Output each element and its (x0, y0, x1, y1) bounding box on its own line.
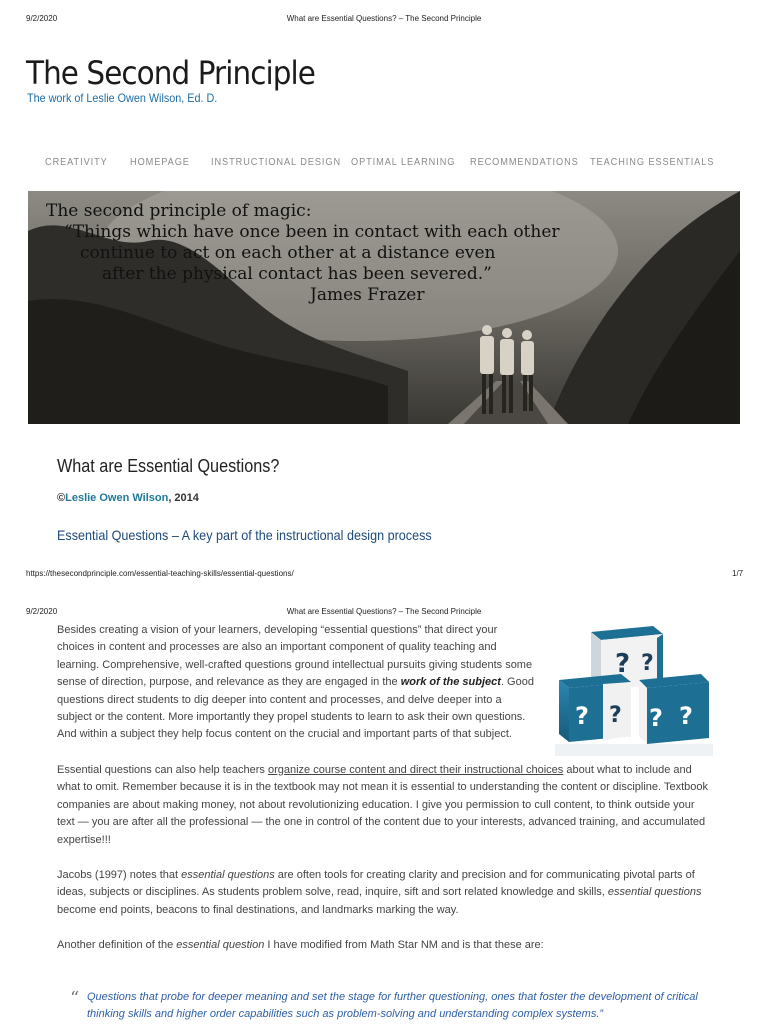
article-title: What are Essential Questions? (57, 456, 280, 476)
nav-item-homepage[interactable]: HOMEPAGE (130, 157, 190, 168)
byline-copyright: © (57, 492, 66, 504)
question-cubes-image (555, 624, 713, 756)
text-run: Jacobs (1997) notes that (57, 869, 182, 881)
emphasis-work-of-subject: work of the subject (400, 676, 501, 689)
hero-quote-line: continue to act on each other at a distance even (80, 243, 496, 263)
nav-item-recommendations[interactable]: RECOMMENDATIONS (470, 157, 579, 168)
text-run: become end points, beacons to final destinations, and landmarks marking the way. (57, 903, 459, 916)
nav-item-teaching-essentials[interactable]: TEACHING ESSENTIALS (590, 157, 715, 168)
text-run: Another definition of the (57, 939, 177, 951)
hero-quote-line: “Things which have once been in contact with each other (64, 222, 560, 242)
text-run: are often tools for creating clarity and precision and for communicating pivotal parts of ideas, subjects or disciplines. As students problem solve, read, inquire, sift and sort related knowledge and skills, (57, 869, 695, 899)
text-run: Essential questions can also help teachers (57, 764, 268, 776)
hero-quote-line: The second principle of magic: (46, 201, 312, 221)
quote-mark-icon: “ (70, 988, 80, 1009)
site-tagline: The work of Leslie Owen Wilson, Ed. D. (27, 91, 218, 105)
cube-glyph: ? (641, 651, 654, 676)
hero-quote (46, 201, 560, 306)
print-title: What are Essential Questions? – The Second Principle (286, 607, 482, 616)
print-page-number: 1/7 (732, 569, 744, 578)
byline-year: , 2014 (168, 492, 199, 504)
print-url: https://thesecondprinciple.com/essential-teaching-skills/essential-questions/ (26, 569, 294, 578)
text-run: about what to include and what to omit. Remember because it is in the textbook may not mean it is essential to understanding the content or discipline. Textbook companies are about making money, not about revolutionizing education. I give you permission to cull content, to think outside your text — you are after all the professional — the one in control of the content due to your interests, advanced training, and accumulated expertise!!! (57, 764, 708, 846)
hero-banner (28, 191, 740, 424)
hero-quote-attribution: James Frazer (310, 285, 425, 305)
emphasis-essential-questions: essential questions (181, 869, 275, 881)
site-title[interactable]: The Second Principle (26, 54, 315, 92)
print-title: What are Essential Questions? – The Second Principle (286, 14, 482, 23)
text-run: . Good questions direct students to dig deeper into content and processes, and delve deeper into a subject or the content. More importantly they propel students to learn to ask their own questions. And within a subject they help focus content on the crucial and important parts of that subject. (57, 676, 534, 741)
text-run: Besides creating a vision of your learners, developing “essential questions” that direct your choices in content and processes are also an important component of quality teaching and learning. Comprehensive, well-crafted questions ground intellectual pursuits giving students some sense of direction, purpose, and relevance as they are engaged in the (57, 624, 533, 689)
nav-item-instructional-design[interactable]: INSTRUCTIONAL DESIGN (211, 157, 342, 168)
organize-content-link[interactable]: organize course content and direct their instructional choices (267, 764, 564, 776)
text-run: I have modified from Math Star NM and is that these are: (264, 939, 544, 951)
cube-glyph: ? (649, 704, 663, 732)
paragraph-intro (57, 622, 535, 744)
paragraph-jacobs (57, 867, 709, 919)
nav-item-optimal-learning[interactable]: OPTIMAL LEARNING (351, 157, 456, 168)
blockquote-text: Questions that probe for deeper meaning and set the stage for further questioning, ones that foster the development of critical thinking skills and higher order capabilities such as problem-solving and understanding complex systems.” (87, 991, 698, 1021)
cube-glyph: ? (575, 702, 589, 730)
main-nav (28, 157, 740, 171)
emphasis-essential-questions: essential questions (607, 886, 702, 899)
paragraph-definition (57, 937, 709, 954)
print-date: 9/2/2020 (26, 607, 58, 616)
nav-item-creativity[interactable]: CREATIVITY (45, 157, 108, 168)
cube-glyph: ? (679, 702, 693, 730)
cube-glyph: ? (609, 703, 622, 728)
hero-quote-line: after the physical contact has been severed.” (102, 264, 492, 284)
paragraph-course-content (57, 762, 709, 849)
cube-glyph: ? (615, 649, 631, 679)
print-date: 9/2/2020 (26, 14, 58, 23)
byline (57, 492, 199, 504)
emphasis-essential-question: essential question (176, 939, 265, 951)
section-heading: Essential Questions – A key part of the instructional design process (57, 527, 432, 543)
author-link[interactable]: Leslie Owen Wilson (65, 492, 169, 504)
